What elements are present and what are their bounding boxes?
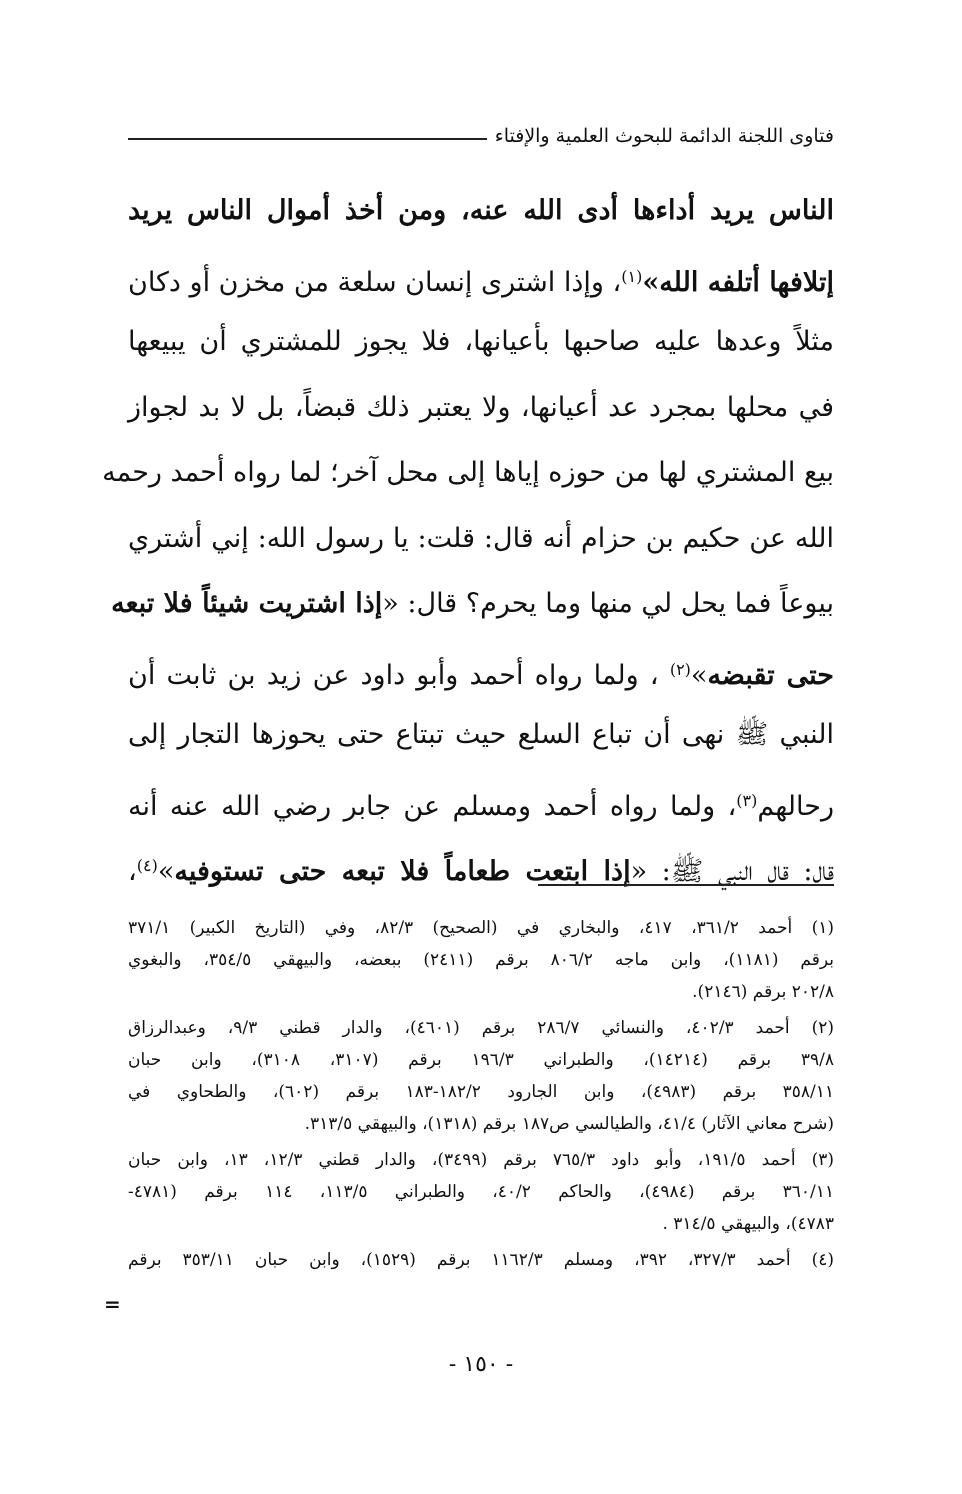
text-run: » — [157, 856, 175, 887]
header-rule — [128, 138, 487, 140]
text-line — [128, 637, 834, 703]
text-line — [128, 178, 834, 244]
text-run: ، ولما رواه أحمد وأبو داود عن زيد بن ثابت أن — [128, 659, 670, 691]
text-line — [128, 309, 834, 375]
footnote-ref: (٢) — [669, 659, 691, 679]
text-run: في محلها بمجرد عد أعيانها، ولا يعتبر ذلك قبضاً، بل لا بد لجواز — [128, 391, 834, 423]
footnote-line: ٢٠٢/٨ برقم (٢١٤٦). — [692, 982, 834, 1002]
footnote-ref: (٤) — [136, 856, 158, 875]
footnote-line: ٤٧٨٣)، والبيهقي ٣١٤/٥ . — [662, 1214, 834, 1234]
text-run: ، وإذا اشترى إنسان سلعة من مخزن أو دكان — [128, 266, 622, 298]
footnote-continuation-mark: = — [104, 1292, 121, 1316]
page-number: - ١٥٠ - — [448, 1352, 514, 1377]
hadith-text: إذا ابتعت طعاماً فلا تبعه حتى تستوفيه — [174, 856, 631, 887]
text-line — [128, 768, 834, 834]
footnote-separator — [538, 884, 834, 886]
footnote-line: (شرح معاني الآثار) ٤١/٤، والطيالسي ص١٨٧ برقم (١٣١٨)، والبيهقي ٣١٣/٥. — [304, 1114, 834, 1134]
text-line — [128, 375, 834, 441]
text-line — [128, 833, 834, 899]
footnote-line: (١) أحمد ٣٦١/٢، ٤١٧، والبخاري في (الصحيح) ٨٢/٣، وفي (التاريخ الكبير) ٣٧١/١ — [128, 918, 835, 938]
header-title: فتاوى اللجنة الدائمة للبحوث العلمية والإفتاء — [494, 125, 834, 147]
text-run: قال: قال النبي ﷺ: « — [630, 856, 834, 887]
text-line — [128, 702, 834, 768]
footnote-line: (٢) أحمد ٤٠٢/٣، والنسائي ٢٨٦/٧ برقم (٤٦٠١)، والدار قطني ٩/٣، وعبدالرزاق — [128, 1018, 835, 1038]
text-line — [111, 571, 834, 637]
footnote-ref: (١) — [621, 266, 643, 286]
text-run: الله عن حكيم بن حزام أنه قال: قلت: يا رسول الله: إني أشتري — [128, 522, 834, 554]
main-text — [102, 178, 835, 899]
text-run: مثلاً وعدها عليه صاحبها بأعيانها، فلا يجوز للمشتري أن يبيعها — [128, 326, 834, 357]
running-header — [128, 118, 834, 154]
hadith-text: الناس يريد أداءها أدى الله عنه، ومن أخذ أموال الناس يريد — [128, 195, 834, 226]
footnote-line: ٣٦٠/١١ برقم (٤٩٨٤)، والحاكم ٤٠/٢، والطبراني ١١٣/٥، ١١٤ برقم (٤٧٨١- — [128, 1182, 834, 1202]
hadith-text: حتى تقبضه — [707, 659, 835, 691]
hadith-text: إتلافها أتلفه الله» — [642, 266, 834, 298]
text-line — [102, 440, 834, 506]
text-run: » — [690, 659, 708, 691]
text-run: رحالهم — [757, 790, 834, 822]
footnote-ref: (٣) — [736, 790, 758, 810]
text-line — [128, 506, 834, 572]
text-run: ، — [128, 856, 137, 887]
hadith-text: إذا اشتريت شيئاً فلا تبعه — [111, 588, 383, 619]
footnote-line: ٣٥٨/١١ برقم (٤٩٨٣)، وابن الجارود ١٨٢/٢-١٨٣ برقم (٦٠٢)، والطحاوي في — [128, 1082, 834, 1102]
footnote-line: (٣) أحمد ١٩١/٥، وأبو داود ٧٦٥/٣ برقم (٣٤٩٩)، والدار قطني ١٢/٣، ١٣، وابن حبان — [128, 1150, 835, 1170]
text-run: ، ولما رواه أحمد ومسلم عن جابر رضي الله عنه أنه — [128, 790, 737, 822]
footnote-line: (٤) أحمد ٣٢٧/٣، ٣٩٢، ومسلم ١١٦٢/٣ برقم (١٥٢٩)، وابن حبان ٣٥٣/١١ برقم — [128, 1250, 834, 1270]
footnote-line: ٣٩/٨ برقم (١٤٢١٤)، والطبراني ١٩٦/٣ برقم (٣١٠٧، ٣١٠٨)، وابن حبان — [128, 1050, 834, 1070]
text-line — [128, 244, 834, 310]
text-run: بيوعاً فما يحل لي منها وما يحرم؟ قال: « — [382, 588, 834, 619]
footnotes — [128, 912, 834, 1276]
text-run: النبي ﷺ نهى أن تباع السلع حيث تبتاع حتى يحوزها التجار إلى — [128, 719, 834, 750]
footnote-line: برقم (١١٨١)، وابن ماجه ٨٠٦/٢ برقم (٢٤١١) ببعضه، والبيهقي ٣٥٤/٥، والبغوي — [128, 950, 834, 970]
text-run: بيع المشتري لها من حوزه إياها إلى محل آخر؛ لما رواه أحمد رحمه — [102, 457, 834, 488]
